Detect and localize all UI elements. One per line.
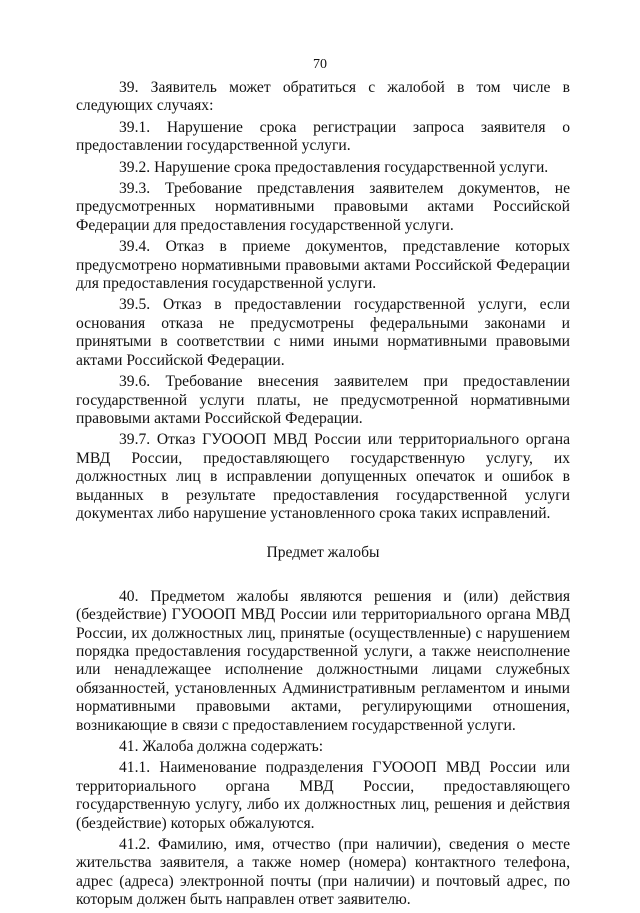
paragraph-39-4: 39.4. Отказ в приеме документов, представление которых предусмотрено нормативными правовыми актами Российской Федерации для предоставления государственной услуги. bbox=[76, 238, 570, 293]
paragraph-39: 39. Заявитель может обратиться с жалобой в том числе в следующих случаях: bbox=[76, 79, 570, 115]
paragraph-39-7: 39.7. Отказ ГУОООП МВД России или территориального органа МВД России, предоставляющего государственную услугу, их должностных лиц в исправлении допущенных опечаток и ошибок в выданных в результате предоставления государственной услуги документах либо нарушение установленного срока таких исправлений. bbox=[76, 431, 570, 522]
paragraph-39-6: 39.6. Требование внесения заявителем при предоставлении государственной услуги платы, не предусмотренной нормативными правовыми актами Российской Федерации. bbox=[76, 373, 570, 427]
paragraph-39-3: 39.3. Требование представления заявителем документов, не предусмотренных нормативными правовыми актами Российской Федерации для предоставления государственной услуги. bbox=[76, 180, 570, 234]
paragraph-39-2: 39.2. Нарушение срока предоставления государственной услуги. bbox=[119, 158, 549, 176]
paragraph-39-1: 39.1. Нарушение срока регистрации запроса заявителя о предоставлении государственной услуги. bbox=[76, 118, 570, 155]
section-heading: Предмет жалобы bbox=[266, 544, 380, 562]
paragraph-41-1: 41.1. Наименование подразделения ГУОООП МВД России или территориального органа МВД России, предоставляющего государственную услугу, либо их должностных лиц, решения и действия (бездействие) которых обжалуются. bbox=[76, 759, 570, 832]
document-body bbox=[76, 79, 570, 913]
paragraph-41: 41. Жалоба должна содержать: bbox=[119, 738, 324, 755]
paragraph-39-5: 39.5. Отказ в предоставлении государственной услуги, если основания отказа не предусмотрены федеральными законами и принятыми в соответствии с ними иными нормативными правовыми актами Российской Федерации. bbox=[76, 296, 570, 369]
paragraph-41-2: 41.2. Фамилию, имя, отчество (при наличии), сведения о месте жительства заявителя, а также номер (номера) контактного телефона, адрес (адреса) электронной почты (при наличии) и почтовый адрес, по которым должен быть направлен ответ заявителю. bbox=[76, 836, 570, 909]
page-number: 70 bbox=[313, 57, 327, 72]
paragraph-40: 40. Предметом жалобы являются решения и (или) действия (бездействие) ГУОООП МВД России или территориального органа МВД России, их должностных лиц, принятые (осуществленные) с нарушением порядка предоставления государственной услуги, а также неисполнение или ненадлежащее исполнение должностными лицами служебных обязанностей, установленных Административным регламентом и иными нормативными правовыми актами, регулирующими отношения, возникающие в связи с предоставлением государственной услуги. bbox=[76, 587, 570, 734]
